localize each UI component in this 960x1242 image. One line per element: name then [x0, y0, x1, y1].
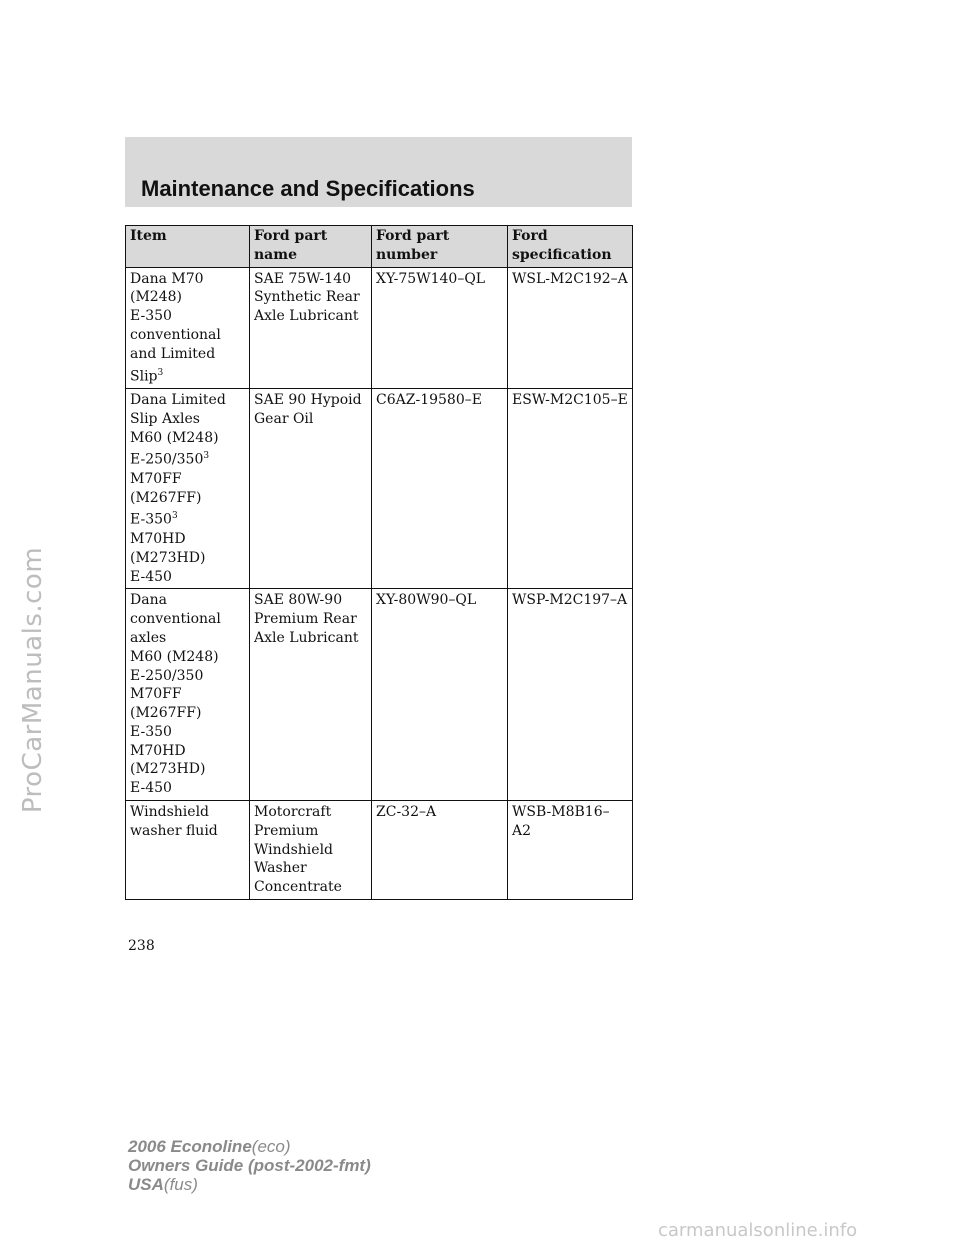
table-cell — [250, 801, 372, 900]
cell-line — [254, 270, 367, 289]
table-cell — [250, 389, 372, 589]
table-cell — [126, 389, 250, 589]
cell-line — [512, 591, 628, 610]
cell-text: conventional — [130, 326, 221, 343]
footer-line-2 — [128, 1156, 371, 1175]
cell-line — [512, 803, 628, 841]
column-header-line: name — [254, 246, 297, 263]
cell-line — [130, 803, 245, 822]
document-footer — [128, 1137, 371, 1194]
cell-line — [376, 591, 503, 610]
cell-text: M70HD — [130, 530, 186, 547]
page-number: 238 — [128, 938, 155, 954]
cell-text: Gear Oil — [254, 410, 314, 427]
cell-text: (M273HD) — [130, 761, 206, 778]
table-cell — [508, 589, 633, 801]
cell-text: Washer — [254, 860, 307, 877]
cell-line — [254, 822, 367, 841]
cell-line — [130, 685, 245, 704]
column-header-line: Item — [130, 228, 167, 244]
cell-text: Dana M70 — [130, 270, 204, 287]
cell-text: Slip Axles — [130, 410, 200, 427]
cell-line — [130, 629, 245, 648]
cell-text: Synthetic Rear — [254, 289, 360, 306]
cell-line — [254, 878, 367, 897]
cell-text: WSB-M8B16–A2 — [512, 804, 610, 839]
side-watermark — [13, 470, 53, 890]
cell-line — [130, 760, 245, 779]
cell-line — [130, 779, 245, 798]
cell-text: washer fluid — [130, 822, 218, 839]
cell-line — [130, 530, 245, 549]
column-header — [372, 226, 508, 268]
specification-table — [125, 225, 633, 900]
cell-text: (M267FF) — [130, 705, 202, 722]
cell-line — [130, 704, 245, 723]
table-cell — [250, 589, 372, 801]
side-watermark-text: ProCarManuals.com — [18, 546, 48, 814]
cell-text: E-350 — [130, 723, 172, 740]
cell-line — [254, 288, 367, 307]
cell-text: Windshield — [130, 804, 210, 821]
cell-text: E-350 — [130, 308, 172, 325]
cell-text: SAE 80W-90 — [254, 592, 343, 609]
table-row — [126, 389, 633, 589]
cell-text: WSP-M2C197–A — [512, 592, 628, 609]
column-header-line: Ford part — [254, 228, 328, 244]
table-row — [126, 801, 633, 900]
cell-text: Windshield — [254, 841, 334, 858]
table-body — [126, 267, 633, 899]
cell-line — [512, 391, 628, 410]
cell-text: WSL-M2C192–A — [512, 270, 628, 287]
cell-text: Concentrate — [254, 879, 342, 896]
cell-line — [512, 270, 628, 289]
cell-text: axles — [130, 629, 167, 646]
cell-line — [130, 288, 245, 307]
cell-text: Dana — [130, 592, 167, 609]
cell-line — [130, 648, 245, 667]
cell-text: C6AZ-19580–E — [376, 392, 482, 409]
cell-line — [254, 391, 367, 410]
table-cell — [508, 801, 633, 900]
cell-text: ESW-M2C105–E — [512, 392, 628, 409]
cell-text: M70HD — [130, 742, 186, 759]
cell-line — [130, 822, 245, 841]
cell-line — [130, 549, 245, 568]
footer-line-1 — [128, 1137, 371, 1156]
footnote-marker: 3 — [203, 451, 210, 462]
table-cell — [372, 389, 508, 589]
cell-line — [130, 610, 245, 629]
cell-line — [130, 470, 245, 489]
cell-text: E-450 — [130, 780, 172, 797]
column-header — [508, 226, 633, 268]
cell-text: M60 (M248) — [130, 648, 219, 665]
footer-market-code: (fus) — [163, 1175, 198, 1194]
cell-line — [130, 345, 245, 364]
footer-model-code: (eco) — [251, 1137, 291, 1156]
cell-line — [254, 859, 367, 878]
table-cell — [372, 801, 508, 900]
cell-line — [130, 307, 245, 326]
table-header-row — [126, 226, 633, 268]
footnote-marker: 3 — [171, 511, 178, 522]
cell-text: (M273HD) — [130, 549, 206, 566]
cell-text: E-250/350 — [130, 452, 204, 469]
table-cell — [126, 589, 250, 801]
cell-text: Premium — [254, 822, 319, 839]
cell-text: and Limited — [130, 345, 216, 362]
cell-line — [130, 326, 245, 345]
cell-text: XY-80W90–QL — [376, 592, 477, 609]
cell-text: Slip — [130, 368, 158, 385]
cell-line — [254, 610, 367, 629]
table-cell — [508, 267, 633, 388]
cell-line — [130, 364, 245, 386]
cell-line — [254, 410, 367, 429]
cell-line — [130, 270, 245, 289]
cell-line — [254, 591, 367, 610]
cell-line — [254, 629, 367, 648]
cell-line — [130, 507, 245, 529]
cell-line — [130, 489, 245, 508]
cell-line — [130, 742, 245, 761]
cell-line — [130, 391, 245, 410]
cell-text: M70FF — [130, 686, 182, 703]
cell-text: M70FF — [130, 470, 182, 487]
cell-line — [130, 447, 245, 469]
cell-text: Dana Limited — [130, 392, 226, 409]
column-header-line: Ford — [512, 228, 548, 244]
table-row — [126, 267, 633, 388]
column-header — [250, 226, 372, 268]
cell-text: Premium Rear — [254, 611, 357, 628]
cell-line — [254, 803, 367, 822]
cell-line — [254, 307, 367, 326]
cell-line — [376, 270, 503, 289]
cell-text: Axle Lubricant — [254, 629, 359, 646]
footer-model: 2006 Econoline — [128, 1137, 252, 1156]
cell-text: (M267FF) — [130, 489, 202, 506]
cell-line — [376, 803, 503, 822]
footnote-marker: 3 — [157, 367, 164, 378]
cell-text: Axle Lubricant — [254, 308, 359, 325]
cell-line — [130, 568, 245, 587]
cell-text: SAE 90 Hypoid — [254, 392, 362, 409]
cell-line — [130, 667, 245, 686]
cell-text: E-350 — [130, 512, 172, 529]
footer-guide: Owners Guide (post-2002-fmt) — [128, 1156, 371, 1175]
cell-text: E-250/350 — [130, 667, 204, 684]
cell-line — [130, 410, 245, 429]
footer-market: USA — [128, 1175, 164, 1194]
table-cell — [372, 589, 508, 801]
cell-text: (M248) — [130, 289, 182, 306]
cell-text: XY-75W140–QL — [376, 270, 486, 287]
cell-text: Motorcraft — [254, 804, 332, 821]
cell-text: ZC-32–A — [376, 804, 437, 821]
table-cell — [250, 267, 372, 388]
column-header-line: number — [376, 246, 438, 263]
cell-line — [130, 591, 245, 610]
cell-line — [130, 429, 245, 448]
table-cell — [508, 389, 633, 589]
column-header — [126, 226, 250, 268]
table-cell — [372, 267, 508, 388]
cell-text: E-450 — [130, 568, 172, 585]
section-header — [125, 137, 632, 207]
section-title: Maintenance and Specifications — [141, 176, 475, 201]
table-row — [126, 589, 633, 801]
cell-line — [376, 391, 503, 410]
footer-line-3 — [128, 1175, 371, 1194]
site-watermark: carmanualsonline.info — [658, 1220, 858, 1241]
cell-text: M60 (M248) — [130, 429, 219, 446]
cell-text: SAE 75W-140 — [254, 270, 352, 287]
column-header-line: specification — [512, 246, 612, 263]
cell-line — [130, 723, 245, 742]
cell-line — [254, 841, 367, 860]
table-cell — [126, 267, 250, 388]
cell-text: conventional — [130, 611, 221, 628]
table-cell — [126, 801, 250, 900]
column-header-line: Ford part — [376, 228, 450, 244]
